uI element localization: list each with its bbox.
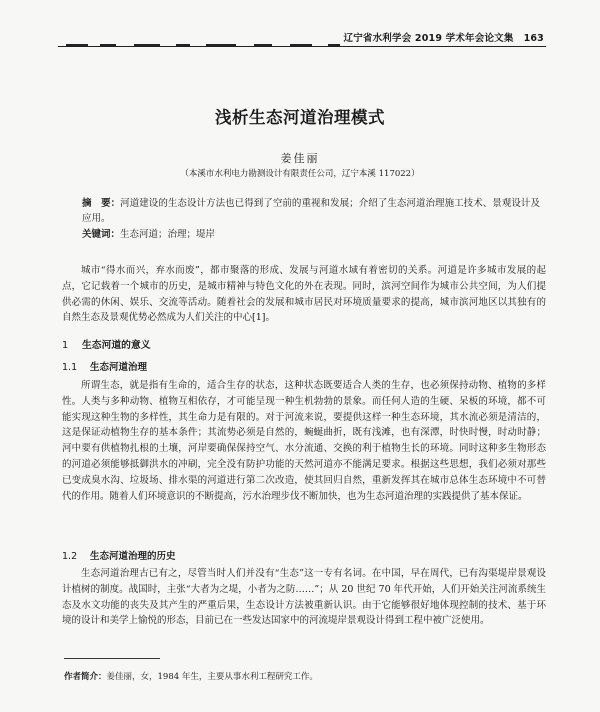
- subsection-heading: [62, 359, 147, 373]
- header-rule: [58, 46, 546, 47]
- subsection-title: 生态河道治理: [90, 362, 148, 373]
- section-title: 生态河道的意义: [82, 340, 151, 351]
- footnote-label: 作者简介：: [64, 672, 107, 682]
- keywords-text: 生态河道；治理；堤岸: [120, 229, 216, 240]
- body-paragraph: 生态河道治理古已有之，尽管当时人们并没有“生态”这一专有名词。在中国，早在周代，已有沟渠堤岸景观设计植树的制度。战国时，主张“大者为之堤，小者为之防……”；从 20 世纪 70 年代开始，人们开始关注河流系统生态及水文功能的丧失及其产生的严重后果，生态设计方法被重新认识。由于它能够很好地体现控制的技术、基于环境的设计和美学上愉悦的形态，目前已在一些发达国家中的河流堤岸景观设计得到工程中被广泛使用。: [62, 568, 546, 627]
- section-number: 1: [62, 340, 69, 351]
- keywords: [82, 227, 540, 242]
- author-affiliation: （本溪市水利电力勘测设计有限责任公司，辽宁本溪 117022）: [180, 169, 420, 179]
- author-footnote: [64, 670, 318, 682]
- abstract-label: 摘 要：: [82, 198, 121, 209]
- section-1-1-body: [62, 378, 546, 504]
- section-heading: [62, 337, 151, 351]
- paper-title: 浅析生态河道治理模式: [215, 108, 385, 127]
- section-1-2-body: [62, 566, 546, 629]
- subsection-heading: [62, 548, 176, 562]
- abstract-text: 河道建设的生态设计方法也已得到了空前的重视和发展；介绍了生态河道治理施工技术、景观设计及应用。: [82, 198, 540, 224]
- footnote-text: 姜佳丽，女，1984 年生，主要从事水利工程研究工作。: [106, 672, 318, 682]
- page-number: 163: [523, 33, 544, 44]
- subsection-number: 1.1: [62, 362, 78, 373]
- subsection-title: 生态河道治理的历史: [90, 551, 176, 562]
- author-name: 姜佳丽: [280, 152, 320, 165]
- subsection-number: 1.2: [62, 551, 78, 562]
- running-header: [344, 30, 545, 44]
- keywords-label: 关键词：: [82, 229, 121, 240]
- body-paragraph: 所谓生态，就是指有生命的，适合生存的状态，这种状态既要适合人类的生存，也必须保持动物、植物的多样性。人类与多种动物、植物互相依存，才可能呈现一种生机勃勃的景象。而任何人造的生硬、呆板的环境，都不可能实现这种生物的多样性，其生命力是有限的。对于河流来说，要提供这样一种生态环境，其水流必须是清洁的，这是保证动植物生存的基本条件；其流势必须是自然的，蜿蜒曲折，既有浅滩，也有深潭，时快时慢，时动时静；河中要有供植物扎根的土壤，河岸要确保保持空气、水分流通、交换的利于植物生长的环境。同时这种多生物形态的河道必须能够抵御洪水的冲刷，完全没有防护功能的天然河道亦不能满足要求。根据这些思想，我们必须对那些已变成臭水沟、垃圾场、排水渠的河道进行第二次改造，使其回归自然，重新发挥其在城市总体生态环境中不可替代的作用。随着人们环境意识的不断提高，污水治理步伐不断加快，也为生态河道治理的实践提供了基本保证。: [62, 380, 546, 502]
- abstract: [82, 196, 540, 226]
- intro-block: [62, 263, 546, 326]
- footnote-rule: [64, 658, 160, 659]
- journal-name: 辽宁省水利学会 2019 学术年会论文集: [343, 33, 514, 44]
- intro-paragraph: 城市“得水而兴，弃水而废”，都市聚落的形成、发展与河道水域有着密切的关系。河道是许多城市发展的起点，它记载着一个城市的历史，是城市精神与特色文化的外在表现。同时，滨河空间作为城市公共空间，为人们提供必需的休闲、娱乐、交流等活动。随着社会的发展和城市居民对环境质量要求的提高，城市滨河地区以其独有的自然生态及景观优势必然成为人们关注的中心[1]。: [62, 265, 546, 324]
